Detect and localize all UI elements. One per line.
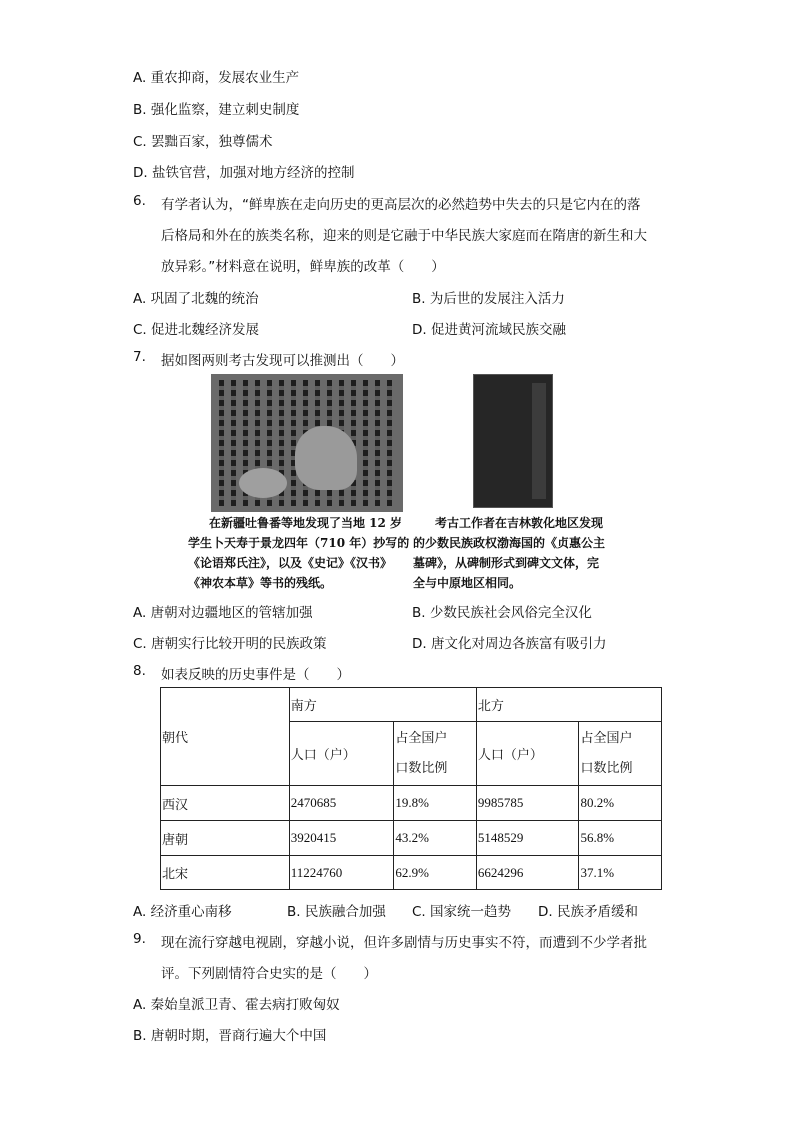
q6-stem-line3: 放异彩。”材料意在说明，鲜卑族的改革（ ）: [161, 259, 445, 275]
table-row: [161, 856, 662, 890]
header-south-population: 人口（户）: [289, 722, 394, 786]
q8-option-a: A. 经济重心南移: [133, 904, 232, 920]
cell-south-pop: 11224760: [289, 856, 394, 890]
header-north-ratio: 占全国户 口数比例: [579, 722, 662, 786]
q9-stem-line1: 现在流行穿越电视剧，穿越小说，但许多剧情与历史事实不符，而遭到不少学者批: [161, 935, 647, 951]
caption-left-line2: 学生卜天寿于景龙四年（710 年）抄写的: [188, 536, 410, 550]
q9-option-a: A. 秦始皇派卫青、霍去病打败匈奴: [133, 997, 340, 1013]
cell-south-ratio: 19.8%: [394, 786, 476, 821]
q6-stem-line1: 有学者认为，“鲜卑族在走向历史的更高层次的必然趋势中失去的只是它内在的落: [161, 197, 641, 213]
q7-option-a: A. 唐朝对边疆地区的管辖加强: [133, 605, 313, 621]
cell-dynasty: 北宋: [161, 856, 290, 890]
stone-tablet-image: [473, 374, 553, 508]
q8-stem: 如表反映的历史事件是（ ）: [161, 667, 350, 683]
q6-number: 6.: [133, 193, 146, 209]
q5-option-a: A. 重农抑商，发展农业生产: [133, 70, 300, 86]
q5-option-b: B. 强化监察，建立刺史制度: [133, 102, 300, 118]
q5-option-d: D. 盐铁官营，加强对地方经济的控制: [133, 165, 355, 181]
q8-number: 8.: [133, 663, 146, 679]
q6-option-c: C. 促进北魏经济发展: [133, 322, 260, 338]
table-row: [161, 786, 662, 821]
header-south: 南方: [289, 688, 476, 722]
q5-option-c: C. 罢黜百家，独尊儒术: [133, 134, 273, 150]
caption-right-line4: 全与中原地区相同。: [413, 576, 522, 590]
table-row: [161, 821, 662, 856]
population-table: [160, 687, 662, 890]
cell-dynasty: 唐朝: [161, 821, 290, 856]
cell-south-ratio: 43.2%: [394, 821, 476, 856]
caption-left-line3: 《论语郑氏注》，以及《史记》《汉书》: [188, 556, 393, 570]
q7-stem: 据如图两则考古发现可以推测出（ ）: [161, 353, 404, 369]
cell-south-pop: 2470685: [289, 786, 394, 821]
q7-option-b: B. 少数民族社会风俗完全汉化: [412, 605, 592, 621]
cell-north-pop: 9985785: [476, 786, 579, 821]
q6-option-b: B. 为后世的发展注入活力: [412, 291, 565, 307]
q8-option-d: D. 民族矛盾缓和: [538, 904, 638, 920]
cell-dynasty: 西汉: [161, 786, 290, 821]
q8-option-c: C. 国家统一趋势: [412, 904, 512, 920]
header-dynasty: 朝代: [161, 688, 290, 786]
q9-number: 9.: [133, 931, 146, 947]
q7-option-c: C. 唐朝实行比较开明的民族政策: [133, 636, 327, 652]
manuscript-fragment-image: [211, 374, 403, 512]
q9-option-b: B. 唐朝时期，晋商行遍大个中国: [133, 1028, 327, 1044]
caption-right-line1: 考古工作者在吉林敦化地区发现: [435, 516, 604, 530]
caption-right-line2: 的少数民族政权渤海国的《贞惠公主: [413, 536, 606, 550]
caption-left-line1: 在新疆吐鲁番等地发现了当地 12 岁: [209, 516, 403, 530]
cell-north-pop: 5148529: [476, 821, 579, 856]
cell-south-ratio: 62.9%: [394, 856, 476, 890]
caption-left-line4: 《神农本草》等书的残纸。: [188, 576, 333, 590]
cell-north-pop: 6624296: [476, 856, 579, 890]
caption-right-line3: 墓碑》，从碑制形式到碑文文体，完: [413, 556, 600, 570]
q6-option-d: D. 促进黄河流域民族交融: [412, 322, 566, 338]
q7-number: 7.: [133, 349, 146, 365]
cell-north-ratio: 80.2%: [579, 786, 662, 821]
header-north-population: 人口（户）: [476, 722, 579, 786]
cell-north-ratio: 37.1%: [579, 856, 662, 890]
cell-north-ratio: 56.8%: [579, 821, 662, 856]
header-north: 北方: [476, 688, 661, 722]
cell-south-pop: 3920415: [289, 821, 394, 856]
q9-stem-line2: 评。下列剧情符合史实的是（ ）: [161, 966, 377, 982]
q6-option-a: A. 巩固了北魏的统治: [133, 291, 259, 307]
q7-option-d: D. 唐文化对周边各族富有吸引力: [412, 636, 607, 652]
header-south-ratio: 占全国户 口数比例: [394, 722, 476, 786]
q6-stem-line2: 后格局和外在的族类名称，迎来的则是它融于中华民族大家庭而在隋唐的新生和大: [161, 228, 647, 244]
q8-option-b: B. 民族融合加强: [287, 904, 386, 920]
